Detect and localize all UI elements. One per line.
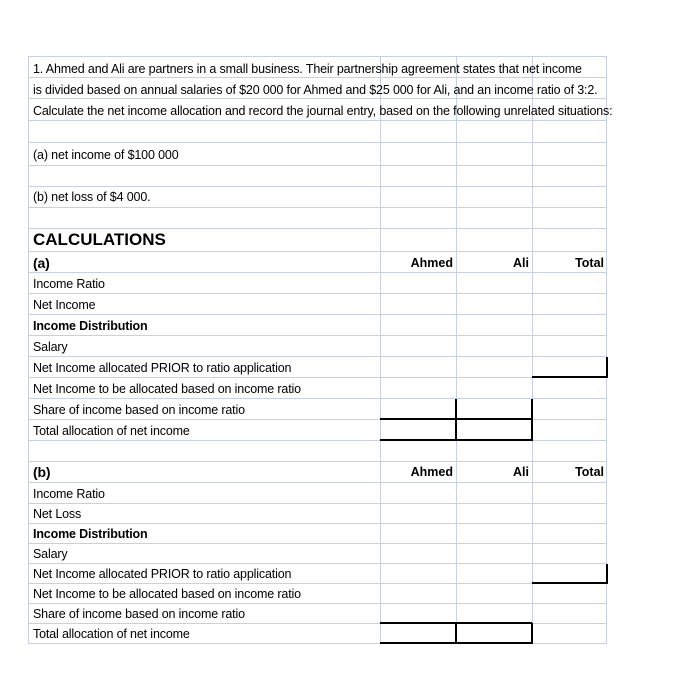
problem-line-2: is divided based on annual salaries of $20 000 for Ahmed and $25 000 for Ali, and an income ratio of 3:2.: [33, 83, 598, 97]
problem-line-1: 1. Ahmed and Ali are partners in a small business. Their partnership agreement states that net income: [33, 62, 582, 76]
situation-b: (b) net loss of $4 000.: [33, 190, 151, 204]
part-a-header-total: Total: [575, 256, 604, 270]
part-a-row-income-ratio: Income Ratio: [33, 277, 105, 291]
part-b-row-share-ratio: Share of income based on income ratio: [33, 607, 245, 621]
part-a-row-income-distribution: Income Distribution: [33, 319, 148, 333]
part-b-label: (b): [33, 464, 51, 480]
part-b-header-ali: Ali: [513, 465, 529, 479]
part-b-row-total-allocation: Total allocation of net income: [33, 627, 190, 641]
part-a-header-ahmed: Ahmed: [410, 256, 453, 270]
part-a-row-total-allocation: Total allocation of net income: [33, 424, 190, 438]
part-a-header-ali: Ali: [513, 256, 529, 270]
part-a-row-net-income: Net Income: [33, 298, 96, 312]
part-a-label: (a): [33, 255, 50, 271]
part-b-row-to-be-allocated: Net Income to be allocated based on income ratio: [33, 587, 301, 601]
part-a-row-share-ratio: Share of income based on income ratio: [33, 403, 245, 417]
part-b-row-income-ratio: Income Ratio: [33, 487, 105, 501]
situation-a: (a) net income of $100 000: [33, 148, 179, 162]
part-b-row-salary: Salary: [33, 547, 68, 561]
problem-line-3: Calculate the net income allocation and record the journal entry, based on the following unrelated situations:: [33, 104, 613, 118]
part-b-row-prior-allocation: Net Income allocated PRIOR to ratio application: [33, 567, 292, 581]
part-b-row-net-loss: Net Loss: [33, 507, 82, 521]
calculations-title: CALCULATIONS: [33, 230, 166, 249]
part-b-header-total: Total: [575, 465, 604, 479]
part-a-row-salary: Salary: [33, 340, 68, 354]
part-b-header-ahmed: Ahmed: [410, 465, 453, 479]
part-b-row-income-distribution: Income Distribution: [33, 527, 148, 541]
part-a-row-to-be-allocated: Net Income to be allocated based on income ratio: [33, 382, 301, 396]
part-a-row-prior-allocation: Net Income allocated PRIOR to ratio application: [33, 361, 292, 375]
